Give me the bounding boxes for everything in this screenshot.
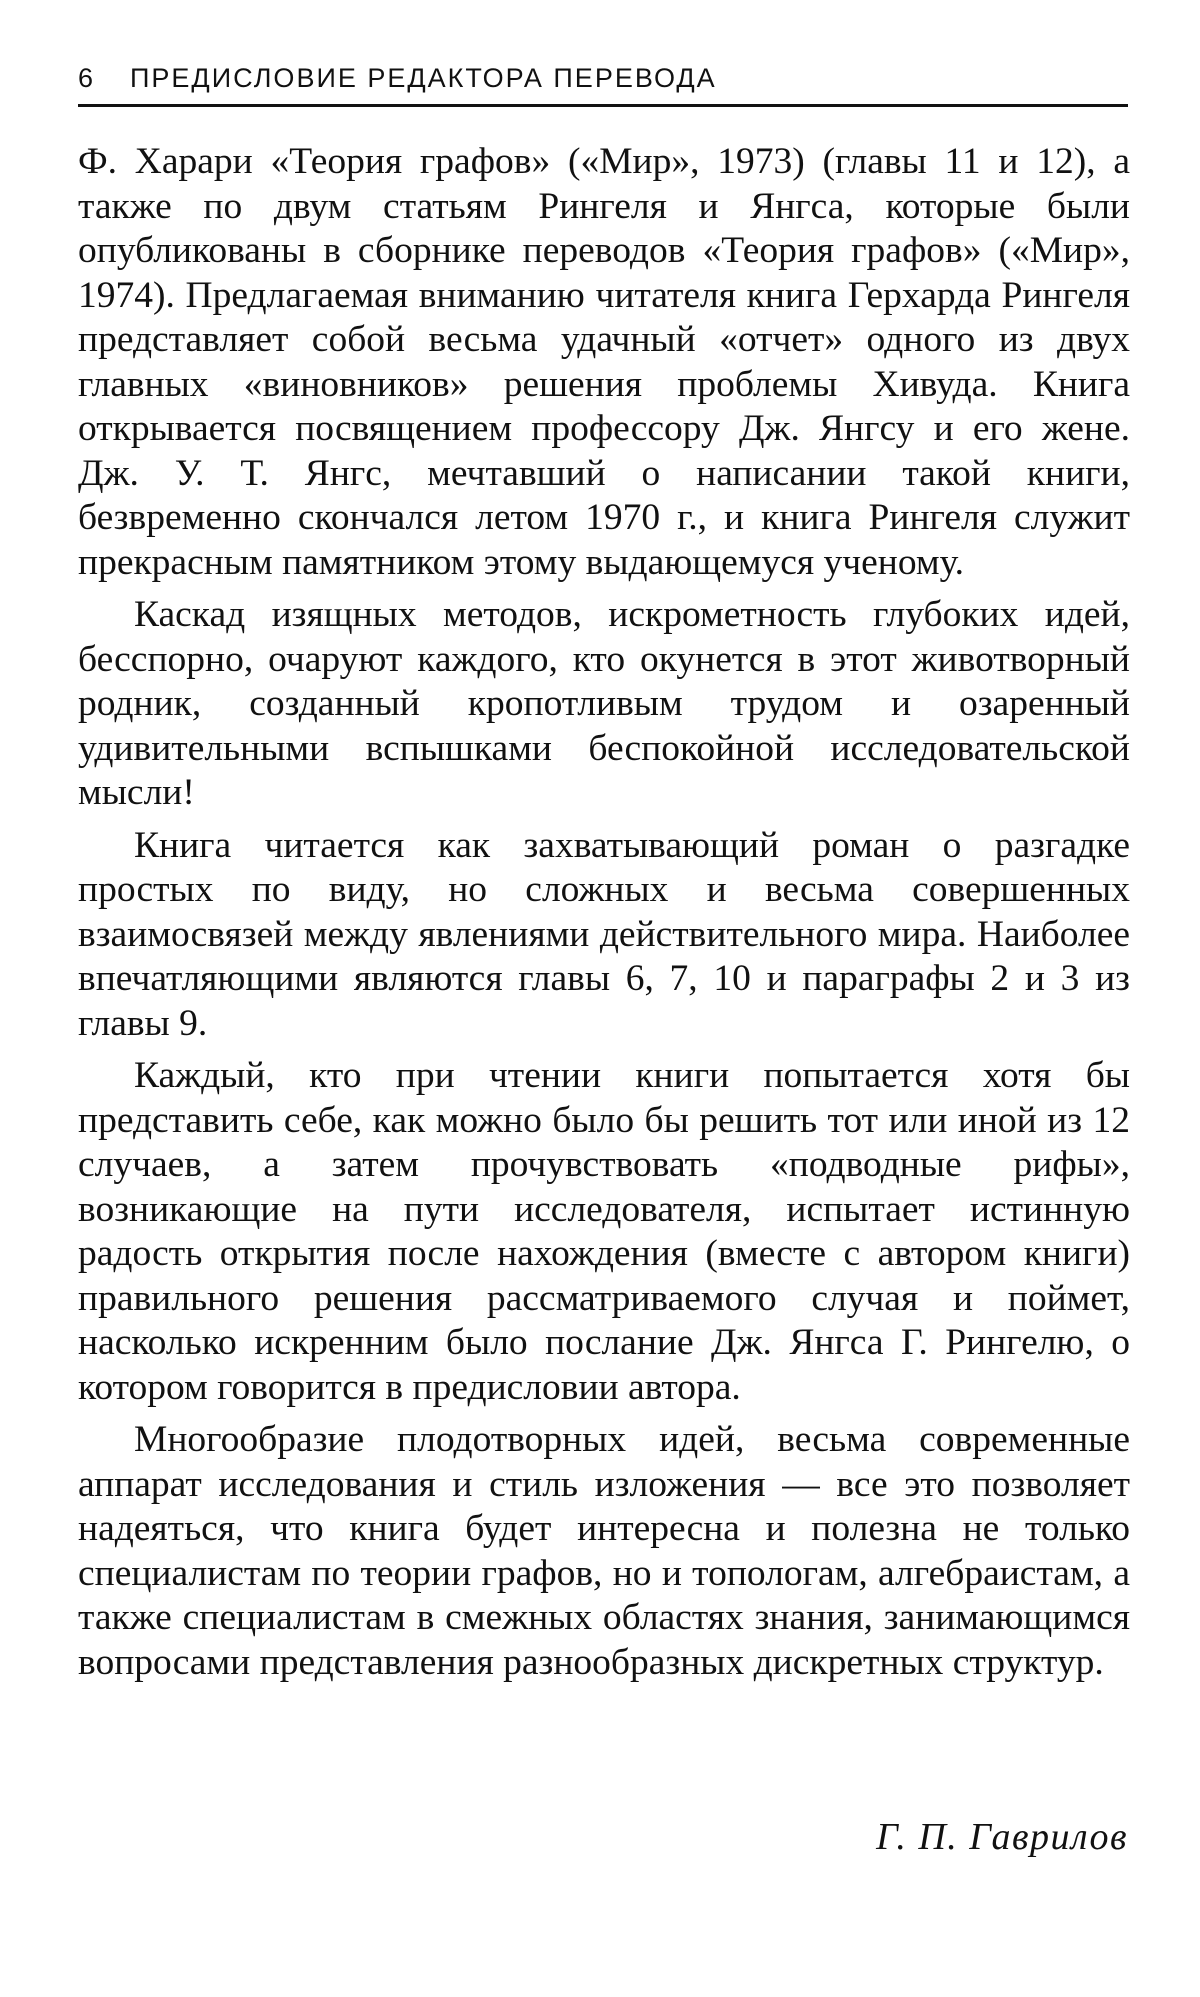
paragraph: Каждый, кто при чтении книги попытается хотя бы представить себе, как можно было бы решить тот или иной из 12 случаев, а затем прочувствовать «подводные рифы», возникающие на пути исследователя, испытает истинную радость открытия после нахождения (вместе с автором книги) правильного решения рассматриваемого случая и поймет, насколько искренним было послание Дж. Янгса Г. Рингелю, о котором говорится в предисловии автора. <box>78 1055 1130 1408</box>
running-title: ПРЕДИСЛОВИЕ РЕДАКТОРА ПЕРЕВОДА <box>130 63 717 93</box>
paragraph: Многообразие плодотворных идей, весьма современные аппарат исследования и стиль изложения — все это позволяет надеяться, что книга будет интересна и полезна не только специалистам по теории графов, но и топологам, алгебраистам, а также специалистам в смежных областях знания, занимающимся вопросами представления разнообразных дискретных структур. <box>78 1419 1130 1683</box>
paragraph-continuation: Ф. Харари «Теория графов» («Мир», 1973) (главы 11 и 12), а также по двум статьям Рингеля и Янгса, которые были опубликованы в сборнике переводов «Теория графов» («Мир», 1974). Предлагаемая вниманию читателя книга Герхарда Рингеля представляет собой весьма удачный «отчет» одного из двух главных «виновников» решения проблемы Хивуда. Книга открывается посвящением профессору Дж. Янгсу и его жене. Дж. У. Т. Янгс, мечтавший о написании такой книги, безвременно скончался летом 1970 г., и книга Рингеля служит прекрасным памятником этому выдающемуся ученому. <box>78 141 1130 583</box>
header-rule <box>78 104 1128 107</box>
page-number: 6 <box>78 63 96 93</box>
paragraph: Книга читается как захватывающий роман о разгадке простых по виду, но сложных и весьма совершенных взаимосвязей между явлениями действительного мира. Наиболее впечатляющими являются главы 6, 7, 10 и параграфы 2 и 3 из главы 9. <box>78 824 1130 1044</box>
paragraph: Каскад изящных методов, искрометность глубоких идей, бесспорно, очаруют каждого, кто окунется в этот животворный родник, созданный кропотливым трудом и озаренный удивительными вспышками беспокойной исследовательской мысли! <box>78 594 1130 813</box>
body-text <box>78 140 1130 1693</box>
running-head <box>78 58 1128 98</box>
author-signature: Г. П. Гаврилов <box>876 1816 1128 1858</box>
